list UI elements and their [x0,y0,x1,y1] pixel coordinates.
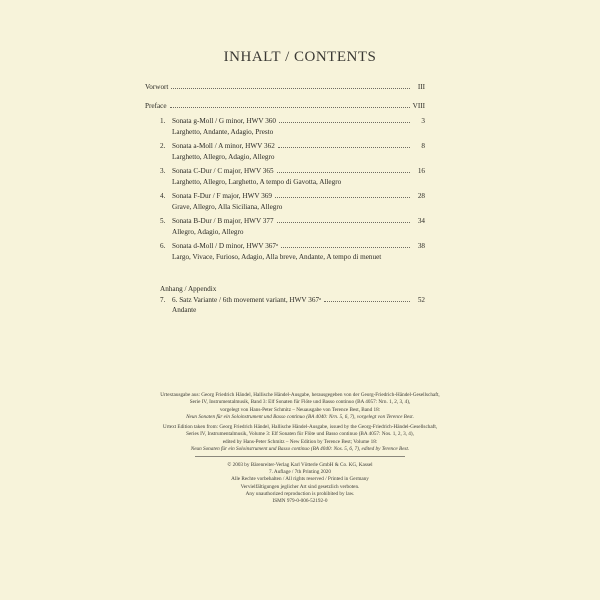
credit-line: vorgelegt von Hans-Peter Schmitz – Neuausgabe von Terence Best, Band 18: [219,406,381,413]
entry-number: 1. [160,117,166,125]
ismn-line: ISMN 979-0-006-52192-0 [272,498,328,505]
credit-line: Urtextausgabe aus: Georg Friedrich Händel, Hallische Händel-Ausgabe, herausgegeben von der Georg-Friedrich-Händel-Gesellschaft, [160,392,440,398]
toc-item-vorwort [145,82,425,93]
toc-entry-4 [160,191,425,212]
leader-dots [279,116,410,123]
entry-page: 38 [417,242,425,250]
entry-movements: Largo, Vivace, Furioso, Adagio, Alla breve, Andante, A tempo di menuet [172,252,382,261]
entry-title: Sonata d-Moll / D minor, HWV 367ᵃ [172,242,278,250]
entry-page: 52 [417,295,425,304]
credit-line: edited by Hans-Peter Schmitz – New Edition by Terence Best; Volume 18: [222,438,378,445]
entry-title: Sonata C-Dur / C major, HWV 365 [172,167,274,175]
entry-title: Sonata g-Moll / G minor, HWV 360 [172,117,276,125]
divider [195,456,405,457]
entry-number: 5. [160,217,166,225]
leader-dots [281,241,410,248]
toc-entry-7 [160,295,425,306]
entry-page: 8 [421,142,425,150]
toc-entry-3 [160,166,425,187]
toc-entry-1 [160,116,425,137]
entry-page: 3 [421,117,425,125]
entry-number: 6. [160,242,166,250]
leader-dots [278,141,410,148]
credit-line: Urtext Edition taken from: Georg Friedrich Händel, Hallische Händel-Ausgabe, issued by the Georg-Friedrich-Händel-Gesellschaft, [162,424,438,430]
copyright-block [150,462,450,505]
entry-title: Sonata F-Dur / F major, HWV 369 [172,192,272,200]
notice-line-de: Vervielfältigungen jeglicher Art sind gesetzlich verboten. [240,483,360,490]
leader-dots [277,166,410,173]
notice-line-en: Any unauthorized reproduction is prohibited by law. [245,490,355,497]
page-title: INHALT / CONTENTS [223,49,377,65]
toc-entry-6 [160,241,425,262]
entry-movements: Larghetto, Allegro, Larghetto, A tempo di Gavotta, Allegro [172,177,342,186]
credits-english [120,424,480,454]
entry-page: 34 [417,217,425,225]
toc-label: Vorwort [145,83,169,91]
leader-dots [275,191,410,198]
entry-movements: Andante [172,306,197,314]
entry-movements: Allegro, Adagio, Allegro [172,227,244,236]
credit-line: Neun Sonaten für ein Soloinstrument und Basso continuo (BA 4040: Nrn. 5, 6, 7), vorgelegt von Terence Best. [186,414,414,421]
leader-dots [277,216,410,223]
credit-line: Serie IV, Instrumentalmusik, Band 3: Elf Sonaten für Flöte und Basso continuo (BA 4057: Nrn. 1, 2, 3, 4), [189,399,411,406]
credit-line: Series IV, Instrumentalmusik, Volume 3: Elf Sonaten für Flöte und Basso continuo (BA 4057: Nos. 1, 2, 3, 4), [186,431,414,438]
appendix-heading: Anhang / Appendix [160,285,217,293]
printing-line: 7. Auflage / 7th Printing 2020 [269,469,331,476]
copyright-line: © 2003 by Bärenreiter-Verlag Karl Vötterle GmbH & Co. KG, Kassel [227,462,373,468]
entry-number: 7. [160,295,166,304]
toc-appendix [160,284,425,316]
credit-line: Neun Sonaten für ein Soloinstrument und Basso continuo (BA 4040: Nos. 5, 6, 7), edited by Terence Best. [190,446,410,453]
credits-german [120,392,480,422]
entry-title: Sonata a-Moll / A minor, HWV 362 [172,142,275,150]
toc-page: VIII [412,101,425,110]
entry-number: 2. [160,142,166,150]
entry-title: 6. Satz Variante / 6th movement variant, HWV 367ᵃ [172,295,322,304]
toc-entry-2 [160,141,425,162]
entry-title: Sonata B-Dur / B major, HWV 377 [172,217,274,225]
entry-movements: Grave, Allegro, Alla Siciliana, Allegro [172,202,283,211]
leader-dots [171,82,410,89]
toc-item-preface [145,101,425,112]
toc-sonatas [160,116,425,266]
rights-line: Alle Rechte vorbehalten / All rights reserved / Printed in Germany [231,476,369,483]
toc-front [145,82,425,111]
entry-page: 28 [417,192,425,200]
leader-dots [324,295,410,302]
leader-dots [170,101,410,108]
entry-number: 3. [160,167,166,175]
toc-label: Preface [145,101,167,110]
entry-movements: Larghetto, Andante, Adagio, Presto [172,127,274,136]
entry-page: 16 [417,167,425,175]
entry-number: 4. [160,192,166,200]
entry-movements: Larghetto, Allegro, Adagio, Allegro [172,152,275,161]
toc-entry-5 [160,216,425,237]
toc-page: III [417,83,425,91]
